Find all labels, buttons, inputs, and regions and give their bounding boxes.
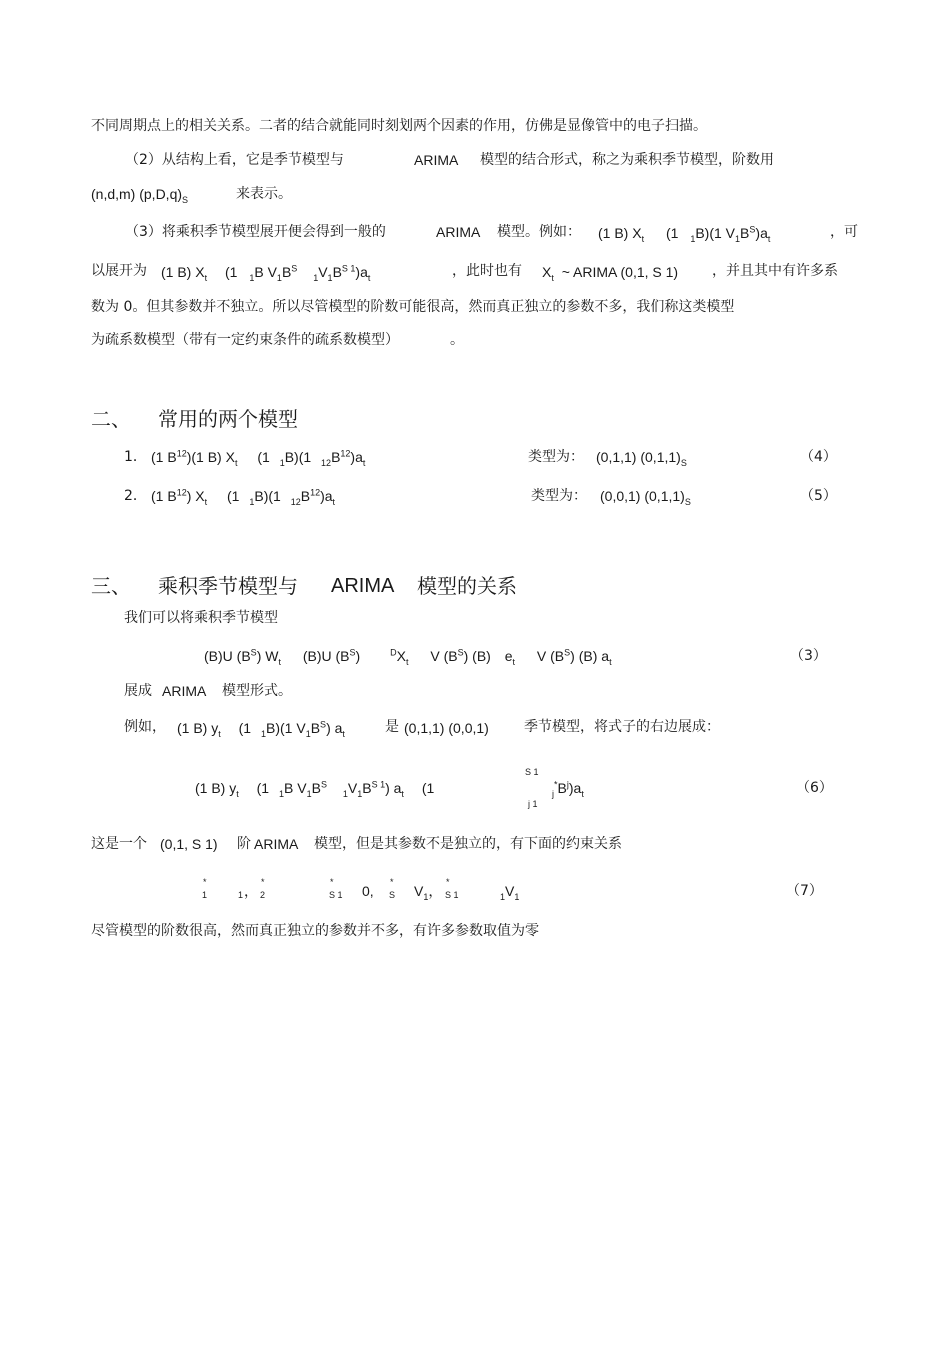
math-text: ARIMA	[414, 152, 459, 168]
type-label: 类型为：	[528, 449, 584, 465]
type-label: 类型为：	[531, 488, 587, 504]
text-line: 不同周期点上的相关关系。二者的结合就能同时刻划两个因素的作用，仿佛是显像管中的电子扫描。	[91, 118, 707, 134]
text-line: 模型。例如：	[497, 224, 581, 240]
formula: $X_t$ ~ ARIMA (0,1, S 1)	[542, 264, 679, 283]
text-line: 模型的结合形式，称之为乘积季节模型，阶数用	[480, 152, 774, 168]
text-line: ，此时也有	[452, 263, 522, 279]
equation-number: （5）	[800, 488, 837, 504]
formula: (1 $B^{12})(1$ B) $X_t$ (1 $_1$B)(1 $_{12}B^{12})a_t$	[151, 448, 366, 468]
formula-mark: *	[330, 877, 334, 887]
text-line: 例如，	[124, 719, 166, 735]
formula: (1 $B^{12}$) $X_t$ (1 $_1$B)(1 $_{12}B^{12})a_t$	[151, 487, 336, 507]
math-text: ARIMA	[436, 224, 481, 240]
formula-mark: S 1	[445, 890, 459, 900]
text-line: ，可	[830, 224, 858, 240]
text-line: 这是一个	[91, 836, 147, 852]
section-title-arima: ARIMA	[331, 575, 395, 597]
text-line: 数为 0。但其参数并不独立。所以尽管模型的阶数可能很高，然而真正独立的参数不多，我们称这类模型	[91, 299, 735, 315]
formula-mark: S 1	[329, 890, 343, 900]
formula: ，	[244, 883, 258, 899]
section-title: 乘积季节模型与	[158, 574, 298, 598]
formula-mark: *	[390, 877, 394, 887]
sum-lower: j 1	[528, 799, 538, 809]
section-title: 常用的两个模型	[158, 407, 298, 431]
formula: (1 B) $y_t$ (1 $_1$B $V_1B^S$ $_1V_1B^{S 1}$) $a_t$ (1	[195, 779, 435, 799]
model-type: (0,1,1) (0,0,1)	[404, 720, 489, 736]
section-number: 三、	[91, 574, 131, 598]
formula: $V_1$，	[414, 883, 443, 902]
model-order: (n,d,m) (p,D,q)	[91, 186, 183, 202]
math-text: (0,1, S 1)	[160, 836, 218, 852]
text-line: 模型，但是其参数不是独立的，有下面的约束关系	[314, 836, 622, 852]
equation-number: （3）	[790, 648, 827, 664]
text-line: 阶	[237, 836, 251, 852]
formula: $_j^*B^j)a_t$	[552, 779, 584, 799]
equation-number: （6）	[796, 780, 833, 796]
formula-mark: S	[389, 890, 396, 900]
formula: (1 B) $X_t$ (1 $_1$B $V_1B^S$ $_1V_1B^{S 1})a_t$	[161, 263, 371, 283]
formula: $_1V_1$	[500, 883, 520, 902]
section-title: 模型的关系	[417, 574, 517, 598]
formula-mark: 1	[202, 890, 208, 900]
math-text: ARIMA	[162, 683, 207, 699]
text-line: 尽管模型的阶数很高，然而真正独立的参数并不多，有许多参数取值为零	[91, 923, 539, 939]
formula: (1 B) $X_t$ (1 $_1$B)(1 $V_1B^S)a_t$	[598, 224, 771, 244]
text-line: （2）从结构上看，它是季节模型与	[125, 152, 344, 168]
text-line: 季节模型，将式子的右边展成：	[524, 719, 720, 735]
section-number: 二、	[91, 407, 131, 431]
text-line: 展成	[124, 683, 152, 699]
text-line: 是	[385, 719, 399, 735]
math-text: ARIMA	[254, 836, 299, 852]
text-line: ，并且其中有许多系	[712, 263, 838, 279]
formula-mark: 2	[260, 890, 266, 900]
model-type: (0,0,1) $(0,1,1)_S$	[600, 488, 691, 507]
equation-number: （7）	[786, 883, 823, 899]
formula-mark: 1	[238, 890, 244, 900]
model-type: (0,1,1) $(0,1,1)_S$	[596, 449, 687, 468]
text-line: 我们可以将乘积季节模型	[124, 610, 278, 626]
formula-mark: *	[203, 877, 207, 887]
formula-mark: *	[261, 877, 265, 887]
text-line: 模型形式。	[222, 683, 292, 699]
text-line: 以展开为	[91, 263, 147, 279]
equation-number: （4）	[800, 449, 837, 465]
math-text	[91, 185, 188, 203]
formula: 0,	[362, 883, 374, 899]
sum-upper: S 1	[525, 767, 539, 777]
formula: (1 B) $y_t$ (1 $_1$B)(1 $V_1B^S$) $a_t$	[177, 719, 345, 739]
text-line: 为疏系数模型（带有一定约束条件的疏系数模型）	[91, 332, 399, 348]
text-line: 。	[450, 332, 464, 348]
subscript: S	[182, 194, 189, 205]
list-item-number: 1．	[124, 449, 147, 465]
formula-mark: *	[446, 877, 450, 887]
list-item-number: 2．	[124, 488, 147, 504]
text-line: 来表示。	[236, 186, 292, 202]
formula: (B)U $(B^S)$ $W_t$ (B)U $(B^S)$ $^DX_t$ V $(B^S)$ (B) $e_t$ V $(B^S)$ (B) $a_t$	[204, 647, 612, 667]
text-line: （3）将乘积季节模型展开便会得到一般的	[125, 224, 386, 240]
